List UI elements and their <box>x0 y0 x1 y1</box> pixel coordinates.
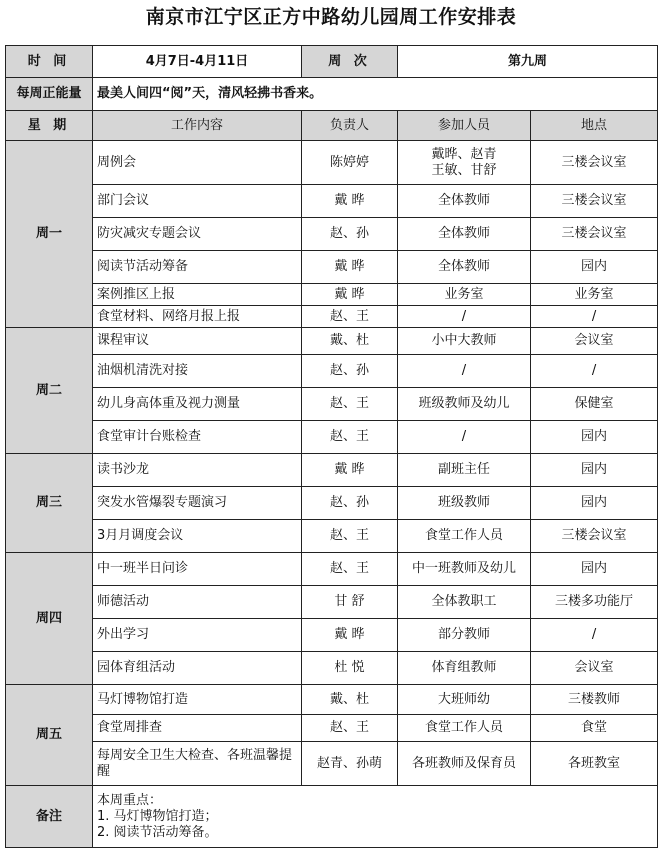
owner-cell: 赵、孙 <box>302 355 398 388</box>
work-content: 马灯博物馆打造 <box>93 685 302 715</box>
participant-line: 体育组教师 <box>431 660 497 675</box>
work-content: 阅读节活动筹备 <box>93 251 302 284</box>
participants-cell <box>398 586 531 619</box>
owner-cell: 戴 晔 <box>302 619 398 652</box>
schedule-row <box>6 520 658 553</box>
work-content: 突发水管爆裂专题演习 <box>93 487 302 520</box>
place-cell: 三楼会议室 <box>531 218 658 251</box>
place-cell: / <box>531 619 658 652</box>
place-cell: / <box>531 306 658 328</box>
energy-row <box>6 78 658 111</box>
participant-line: 部分教师 <box>437 627 490 642</box>
owner-cell: 戴、杜 <box>302 685 398 715</box>
participant-line: 全体教师 <box>437 226 490 241</box>
column-header-row <box>6 111 658 141</box>
participant-line: 全体教职工 <box>431 594 497 609</box>
work-content: 3月月调度会议 <box>93 520 302 553</box>
work-content: 油烟机清洗对接 <box>93 355 302 388</box>
schedule-row <box>6 586 658 619</box>
place-cell: 各班教室 <box>531 742 658 786</box>
col-day: 星 期 <box>6 111 93 141</box>
place-cell: 园内 <box>531 454 658 487</box>
schedule-table <box>5 45 658 848</box>
owner-cell: 赵、王 <box>302 421 398 454</box>
place-cell: 保健室 <box>531 388 658 421</box>
schedule-row <box>6 141 658 185</box>
week-label: 周 次 <box>302 46 398 78</box>
place-cell: 三楼多功能厅 <box>531 586 658 619</box>
place-cell: 三楼会议室 <box>531 185 658 218</box>
owner-cell: 戴 晔 <box>302 251 398 284</box>
work-content: 防灾减灾专题会议 <box>93 218 302 251</box>
col-place: 地点 <box>531 111 658 141</box>
schedule-row <box>6 421 658 454</box>
work-content: 幼儿身高体重及视力测量 <box>93 388 302 421</box>
notes-line: 2. 阅读节活动筹备。 <box>97 824 218 840</box>
participant-line: 大班师幼 <box>437 691 490 707</box>
participants-cell <box>398 742 531 786</box>
participant-line: 全体教师 <box>437 259 490 274</box>
col-content: 工作内容 <box>93 111 302 141</box>
participant-line: 各班教师及保育员 <box>411 755 516 771</box>
schedule-row <box>6 218 658 251</box>
schedule-row <box>6 306 658 328</box>
owner-cell: 赵、王 <box>302 520 398 553</box>
schedule-row <box>6 185 658 218</box>
participants-cell <box>398 553 531 586</box>
owner-cell: 赵、孙 <box>302 487 398 520</box>
participants-cell <box>398 619 531 652</box>
place-cell: / <box>531 355 658 388</box>
owner-cell: 赵、王 <box>302 388 398 421</box>
place-cell: 三楼会议室 <box>531 520 658 553</box>
participant-line: 班级教师及幼儿 <box>418 396 510 411</box>
col-participants: 参加人员 <box>398 111 531 141</box>
owner-cell: 戴 晔 <box>302 454 398 487</box>
work-content: 课程审议 <box>93 328 302 355</box>
participants-cell <box>398 685 531 715</box>
day-cell: 周一 <box>6 141 93 328</box>
participants-cell <box>398 355 531 388</box>
participants-cell <box>398 251 531 284</box>
day-cell: 周三 <box>6 454 93 553</box>
place-cell: 园内 <box>531 553 658 586</box>
energy-label: 每周正能量 <box>6 78 93 111</box>
owner-cell: 赵、王 <box>302 715 398 742</box>
schedule-row <box>6 742 658 786</box>
place-cell: 园内 <box>531 421 658 454</box>
schedule-row <box>6 553 658 586</box>
participants-cell <box>398 388 531 421</box>
participant-line: / <box>461 363 467 378</box>
work-content: 中一班半日问诊 <box>93 553 302 586</box>
notes-content <box>93 786 658 848</box>
schedule-row <box>6 685 658 715</box>
work-content: 案例推区上报 <box>93 284 302 306</box>
participant-line: / <box>461 429 467 444</box>
participants-cell <box>398 454 531 487</box>
participant-line: 小中大教师 <box>431 333 497 348</box>
owner-cell: 赵、王 <box>302 553 398 586</box>
page-title: 南京市江宁区正方中路幼儿园周工作安排表 <box>145 6 517 28</box>
work-content: 食堂材料、网络月报上报 <box>93 306 302 328</box>
owner-cell: 杜 悦 <box>302 652 398 685</box>
header-row <box>6 46 658 78</box>
owner-cell: 戴 晔 <box>302 185 398 218</box>
participants-cell <box>398 487 531 520</box>
place-cell: 食堂 <box>531 715 658 742</box>
place-cell: 三楼会议室 <box>531 141 658 185</box>
participant-line: 食堂工作人员 <box>424 720 503 735</box>
place-cell: 会议室 <box>531 328 658 355</box>
day-cell: 周二 <box>6 328 93 454</box>
notes-label: 备注 <box>6 786 93 848</box>
work-content: 师德活动 <box>93 586 302 619</box>
participants-cell <box>398 185 531 218</box>
energy-text: 最美人间四“阅”天，清风轻拂书香来。 <box>93 78 658 111</box>
participant-line: 食堂工作人员 <box>424 528 503 543</box>
notes-line: 1. 马灯博物馆打造； <box>97 808 218 824</box>
participants-cell <box>398 141 531 185</box>
day-cell: 周四 <box>6 553 93 685</box>
work-content: 每周安全卫生大检查、各班温馨提醒 <box>93 742 302 786</box>
place-cell: 业务室 <box>531 284 658 306</box>
participants-cell <box>398 328 531 355</box>
work-content: 园体育组活动 <box>93 652 302 685</box>
time-label: 时 间 <box>6 46 93 78</box>
work-content: 食堂审计台账检查 <box>93 421 302 454</box>
schedule-row <box>6 715 658 742</box>
day-cell: 周五 <box>6 685 93 786</box>
participant-line: 副班主任 <box>437 462 490 477</box>
schedule-row <box>6 487 658 520</box>
owner-cell: 赵、孙 <box>302 218 398 251</box>
notes-line: 本周重点： <box>97 792 163 808</box>
participants-cell <box>398 520 531 553</box>
participants-cell <box>398 652 531 685</box>
schedule-row <box>6 454 658 487</box>
work-content: 外出学习 <box>93 619 302 652</box>
notes-row <box>6 786 658 848</box>
participants-cell <box>398 306 531 328</box>
place-cell: 园内 <box>531 487 658 520</box>
owner-cell: 甘 舒 <box>302 586 398 619</box>
owner-cell: 陈婷婷 <box>302 141 398 185</box>
place-cell: 三楼教师 <box>531 685 658 715</box>
schedule-row <box>6 388 658 421</box>
place-cell: 会议室 <box>531 652 658 685</box>
participants-cell <box>398 715 531 742</box>
participants-cell <box>398 421 531 454</box>
place-cell: 园内 <box>531 251 658 284</box>
participants-cell <box>398 218 531 251</box>
schedule-row <box>6 619 658 652</box>
owner-cell: 赵、王 <box>302 306 398 328</box>
schedule-row <box>6 652 658 685</box>
work-content: 食堂周排查 <box>93 715 302 742</box>
week-value: 第九周 <box>398 46 658 78</box>
participant-line: 中一班教师及幼儿 <box>411 561 516 576</box>
participant-line: / <box>461 308 467 324</box>
work-content: 周例会 <box>93 141 302 185</box>
participant-line: 全体教师 <box>437 193 490 208</box>
participant-line: 王敏、甘舒 <box>431 162 497 178</box>
schedule-row <box>6 328 658 355</box>
schedule-row <box>6 284 658 306</box>
owner-cell: 戴、杜 <box>302 328 398 355</box>
work-content: 读书沙龙 <box>93 454 302 487</box>
participant-line: 业务室 <box>444 286 484 302</box>
participants-cell <box>398 284 531 306</box>
time-value: 4月7日-4月11日 <box>93 46 302 78</box>
participant-line: 班级教师 <box>437 495 490 510</box>
owner-cell: 戴 晔 <box>302 284 398 306</box>
participant-line: 戴晔、赵青 <box>431 146 497 162</box>
owner-cell: 赵青、孙萌 <box>302 742 398 786</box>
schedule-row <box>6 251 658 284</box>
col-owner: 负责人 <box>302 111 398 141</box>
schedule-row <box>6 355 658 388</box>
work-content: 部门会议 <box>93 185 302 218</box>
